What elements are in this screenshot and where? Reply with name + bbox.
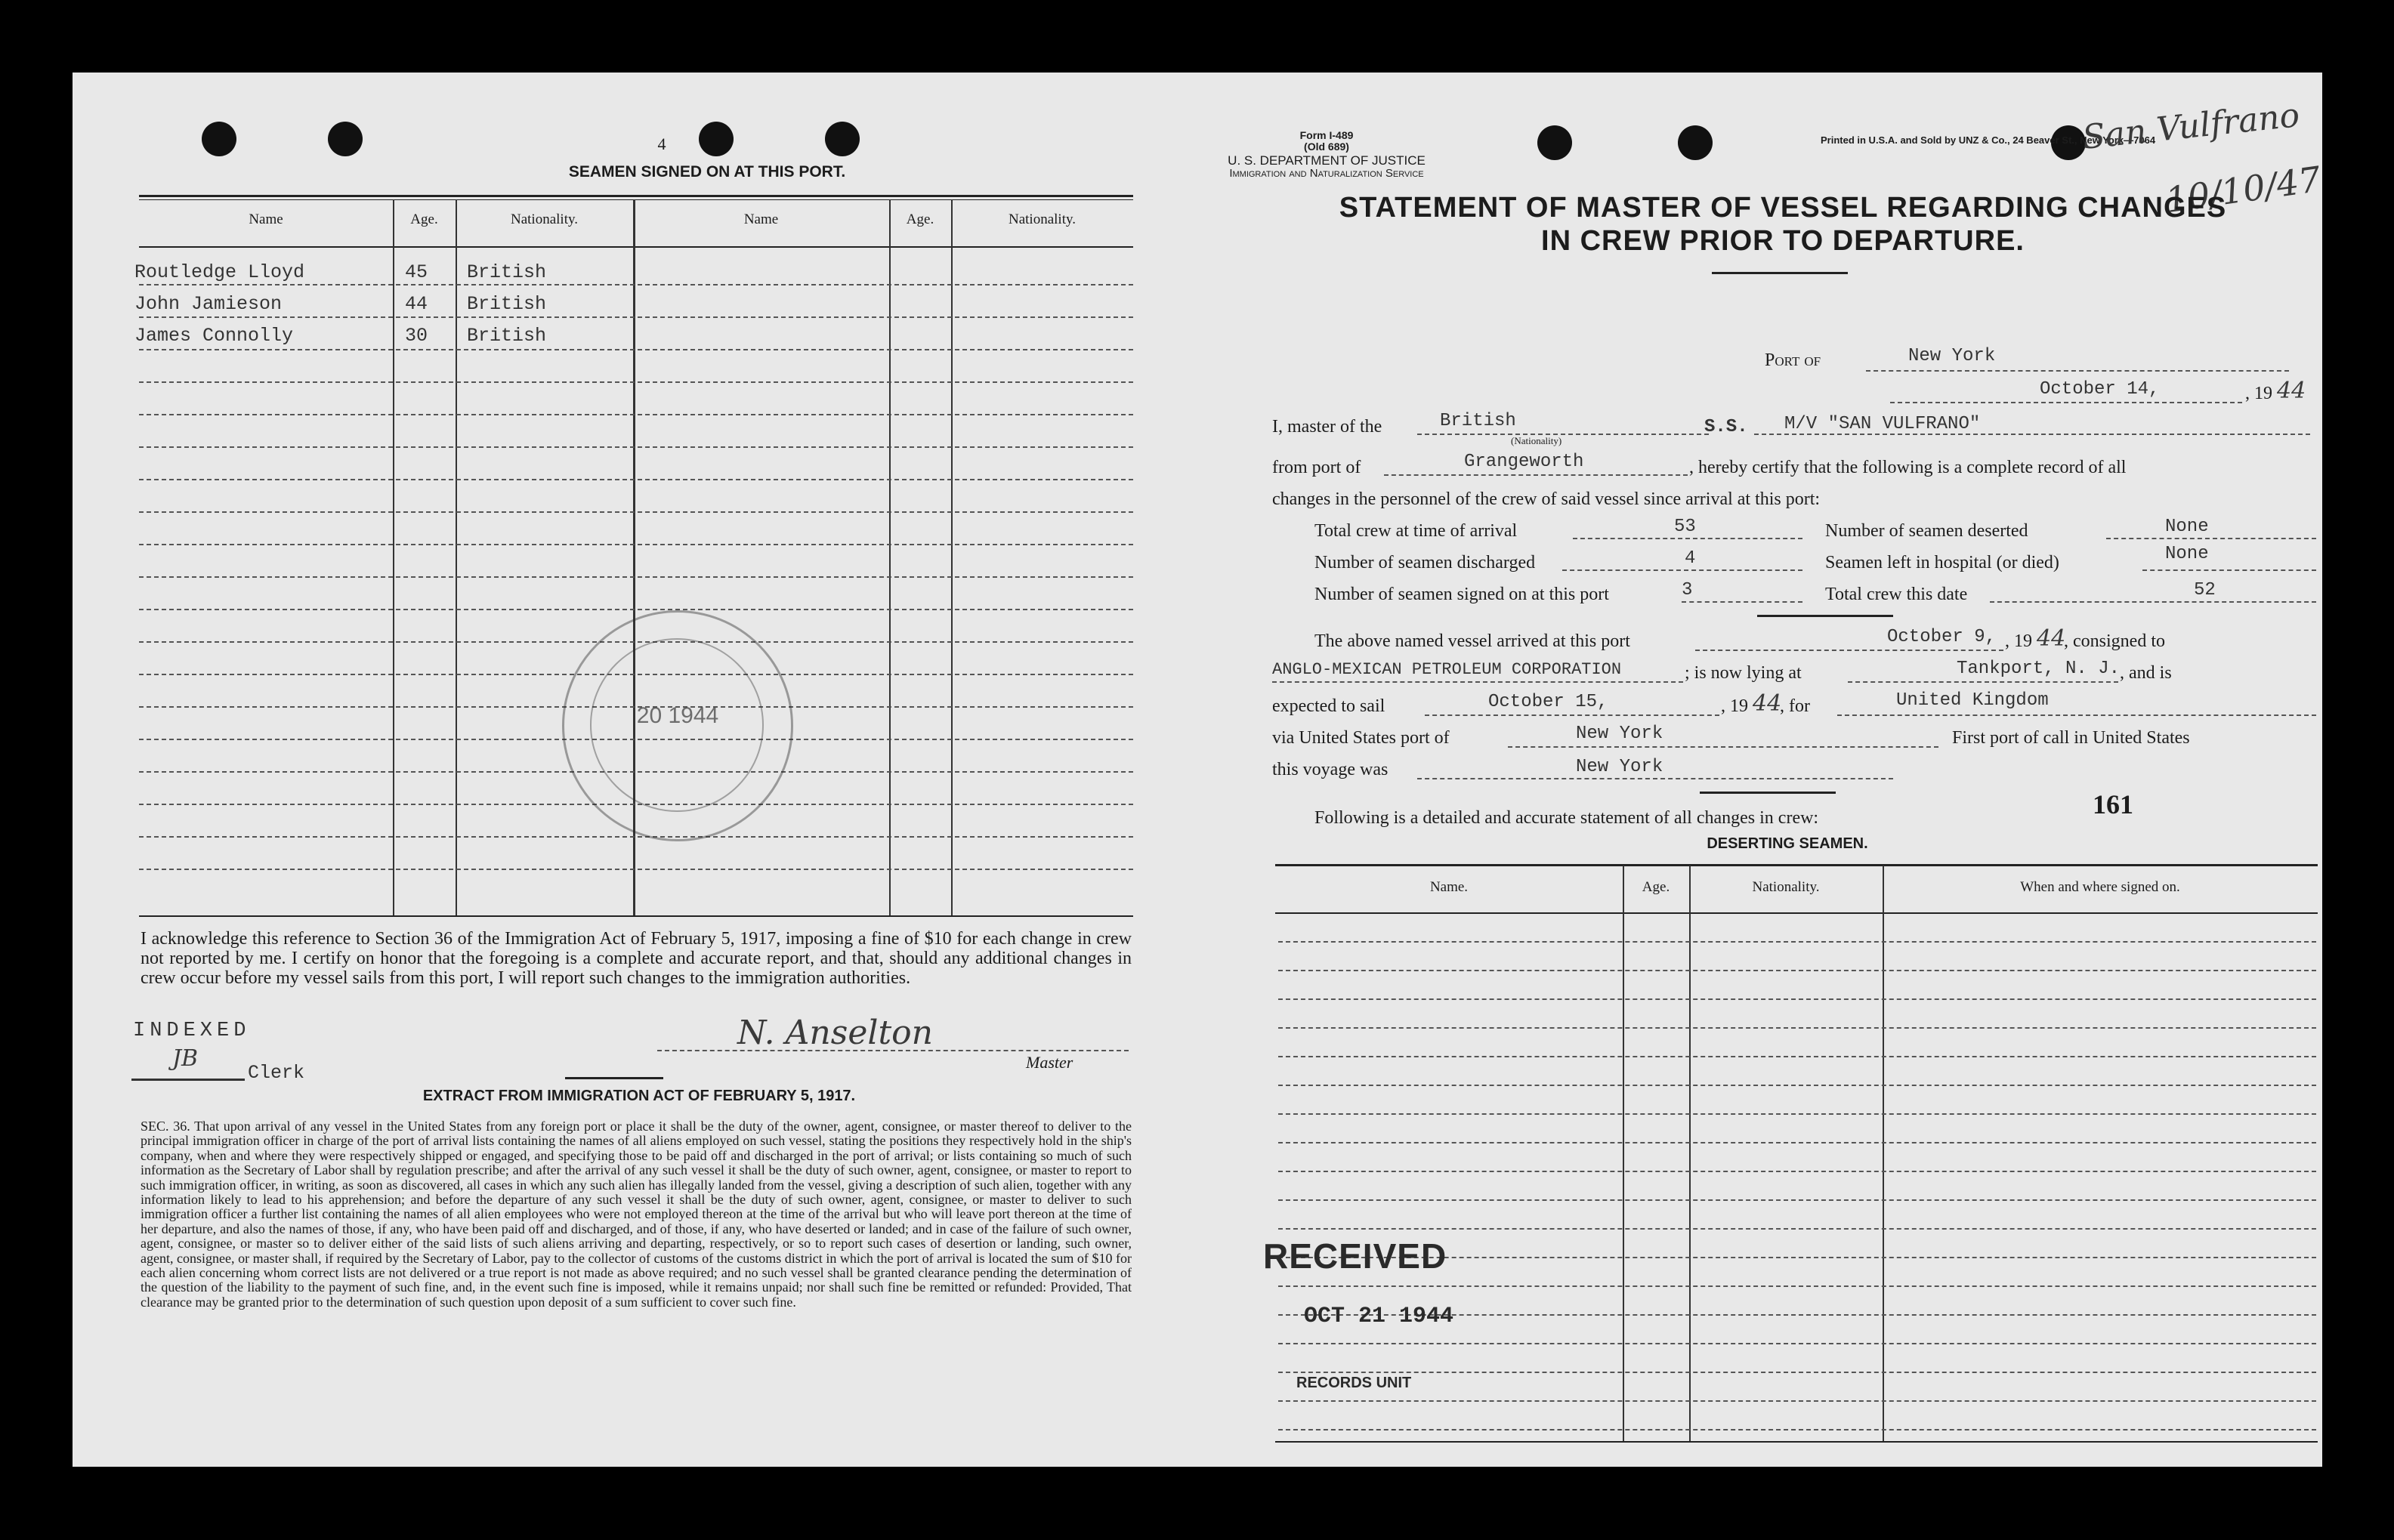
- voyage-divider: [1700, 792, 1836, 794]
- consignee-line: [1272, 681, 1683, 683]
- title-underline: [1712, 272, 1848, 274]
- column-divider: [951, 199, 953, 915]
- document-page: [73, 73, 2322, 1467]
- deserted-line: [2106, 538, 2316, 539]
- deserted-value: None: [2165, 517, 2209, 537]
- destination-line: [1837, 714, 2316, 716]
- master-of-label: I, master of the: [1272, 417, 1382, 437]
- expected-line: [1425, 714, 1719, 716]
- col-header-age-2: Age.: [906, 211, 934, 227]
- master-signature: N. Anselton: [737, 1014, 933, 1052]
- table-rule-line: [139, 544, 1133, 545]
- port-label: Port of: [1765, 350, 1821, 370]
- deserting-column-divider: [1883, 866, 1884, 1441]
- table-rule-line: [139, 349, 1133, 350]
- col-header-nationality: Nationality.: [511, 211, 578, 227]
- records-unit-stamp: RECORDS UNIT: [1296, 1375, 1412, 1391]
- extract-title: EXTRACT FROM IMMIGRATION ACT OF FEBRUARY 5, 1917.: [422, 1088, 856, 1104]
- signed-on-value: 3: [1682, 580, 1693, 600]
- and-is-label: , and is: [2120, 663, 2172, 683]
- punch-hole: [825, 122, 860, 156]
- table-rule-line: [1278, 941, 2316, 943]
- deserting-table-header-rule: [1275, 912, 2318, 914]
- page-number: 4: [657, 134, 666, 153]
- total-crew-date-line: [1990, 601, 2316, 603]
- discharged-label: Number of seamen discharged: [1314, 553, 1536, 572]
- expected-year: 44: [1753, 690, 1782, 717]
- document-number: 161: [2093, 789, 2133, 819]
- table-rule-line: [1278, 970, 2316, 971]
- row-nationality: British: [467, 293, 547, 315]
- discharged-value: 4: [1685, 548, 1696, 569]
- punch-hole: [202, 122, 236, 156]
- table-row: [134, 325, 890, 347]
- changes-text: changes in the personnel of the crew of said vessel since arrival at this port:: [1272, 489, 1821, 509]
- table-rule-line: [1278, 1400, 2316, 1402]
- deserting-heading: DESERTING SEAMEN.: [1707, 835, 1868, 852]
- table-rule-line: [1278, 998, 2316, 1000]
- counts-divider: [1757, 615, 1893, 617]
- lying-label: ; is now lying at: [1685, 663, 1802, 683]
- table-bottom-rule: [139, 915, 1133, 917]
- deserting-column-divider: [1689, 866, 1691, 1441]
- arrived-year-prefix: , 19: [2005, 631, 2032, 651]
- date-line: [1890, 402, 2242, 403]
- table-rule-line: [1278, 1027, 2316, 1029]
- port-stamp: [562, 610, 793, 841]
- department-header: [1153, 154, 1500, 180]
- deserting-col-age: Age.: [1642, 879, 1670, 895]
- form-number-old: (Old 689): [1304, 140, 1349, 153]
- ss-mark: S.S.: [1704, 417, 1748, 437]
- corner-note-vessel: San Vulfrano: [2080, 96, 2302, 157]
- clerk-label: Clerk: [248, 1062, 305, 1084]
- clerk-initials: JB: [172, 1045, 199, 1072]
- from-port-line: [1384, 474, 1688, 476]
- deserting-col-nationality: Nationality.: [1752, 879, 1820, 895]
- voyage-line: [1417, 778, 1893, 779]
- from-port-label: from port of: [1272, 458, 1361, 477]
- table-rule-line: [1278, 1085, 2316, 1086]
- signed-on-line: [1682, 601, 1802, 603]
- table-rule-line: [1278, 1343, 2316, 1344]
- lying-at-line: [1848, 681, 2118, 683]
- hospital-value: None: [2165, 544, 2209, 564]
- form-number-current: Form I-489: [1299, 129, 1354, 141]
- col-header-age: Age.: [410, 211, 438, 227]
- clerk-line: [131, 1079, 245, 1081]
- row-nationality: British: [467, 261, 547, 283]
- seamen-signed-heading: SEAMEN SIGNED ON AT THIS PORT.: [568, 163, 846, 181]
- form-title-line2: IN CREW PRIOR TO DEPARTURE.: [1541, 225, 2025, 257]
- certify-text: , hereby certify that the following is a complete record of all: [1689, 458, 2127, 477]
- total-crew-arrival-line: [1573, 538, 1802, 539]
- table-rule-line: [139, 869, 1133, 870]
- table-rule-line: [1278, 1228, 2316, 1230]
- expected-label: expected to sail: [1272, 696, 1385, 716]
- via-port: New York: [1576, 724, 1663, 744]
- table-rule-line: [1278, 1056, 2316, 1057]
- table-rule-line: [139, 316, 1133, 318]
- table-rule-line: [1278, 1113, 2316, 1115]
- table-rule-line: [139, 479, 1133, 480]
- from-port-value: Grangeworth: [1464, 452, 1584, 472]
- signed-on-label: Number of seamen signed on at this port: [1314, 585, 1609, 604]
- acknowledgement-text: I acknowledge this reference to Section 36 of the Immigration Act of February 5, 1917, imposing a fine of $10 for each change in crew not reported by me. I certify on honor that the foregoing is a complete and accurate report, and that, should any additional changes in crew occur before my vessel sails from this port, I will report such changes to the immigration authorities.: [141, 929, 1132, 988]
- table-rule-line: [1278, 1372, 2316, 1373]
- hospital-label: Seamen left in hospital (or died): [1825, 553, 2059, 572]
- table-rule-line: [1278, 1142, 2316, 1143]
- voyage-label: this voyage was: [1272, 760, 1389, 779]
- deserting-col-signed-on: When and where signed on.: [2020, 879, 2180, 895]
- master-label: Master: [1026, 1053, 1073, 1072]
- vessel-name: M/V "SAN VULFRANO": [1784, 414, 1981, 434]
- year-value: 44: [2277, 378, 2306, 404]
- punch-hole: [1537, 125, 1572, 160]
- row-name: Routledge Lloyd: [134, 261, 305, 283]
- discharged-line: [1562, 569, 1802, 571]
- indexed-stamp: INDEXED: [133, 1020, 251, 1042]
- nationality-value: British: [1440, 411, 1516, 431]
- table-rule-line: [1278, 1171, 2316, 1172]
- printer-line: Printed in U.S.A. and Sold by UNZ & Co., 24 Beaver St., New York—7064: [1821, 134, 2156, 146]
- destination: United Kingdom: [1896, 690, 2049, 711]
- date-value: October 14,: [2040, 379, 2160, 400]
- following-text: Following is a detailed and accurate statement of all changes in crew:: [1314, 808, 1819, 828]
- department-name: U. S. DEPARTMENT OF JUSTICE: [1228, 153, 1426, 168]
- vessel-line: [1754, 434, 2310, 435]
- port-value: New York: [1908, 346, 1996, 366]
- row-name: John Jamieson: [134, 293, 283, 315]
- punch-hole: [1678, 125, 1713, 160]
- service-name: Immigration and Naturalization Service: [1229, 167, 1424, 180]
- row-age: 44: [405, 293, 428, 315]
- arrived-label: The above named vessel arrived at this port: [1314, 631, 1630, 651]
- total-crew-arrival-label: Total crew at time of arrival: [1314, 521, 1518, 541]
- total-crew-date-label: Total crew this date: [1825, 585, 1968, 604]
- row-age: 45: [405, 261, 428, 283]
- row-nationality: British: [467, 325, 547, 347]
- arrived-line: [1695, 650, 2003, 651]
- expected-year-prefix: , 19: [1721, 696, 1748, 716]
- port-line: [1866, 370, 2289, 372]
- nationality-caption: (Nationality): [1511, 435, 1562, 446]
- voyage-port: New York: [1576, 757, 1663, 777]
- extract-divider: [565, 1077, 663, 1079]
- table-rule-line: [139, 576, 1133, 578]
- table-row: [134, 293, 890, 316]
- master-signature-line: [657, 1050, 1129, 1051]
- expected-date: October 15,: [1488, 692, 1608, 712]
- deserting-table-top-rule: [1275, 864, 2318, 866]
- deserting-column-divider: [1623, 866, 1624, 1441]
- row-age: 30: [405, 325, 428, 347]
- extract-text: SEC. 36. That upon arrival of any vessel in the United States from any foreign port or place it shall be the duty of the owner, agent, consignee, or master thereof to deliver to the principal immigration officer in charge of the port of arrival lists containing the names of all aliens employed on such vessel, stating the positions they respectively hold in the ship's company, when and where they were respectively shipped or engaged, and specifying those to be paid off and discharged in the port of arrival; or lists containing so much of such information as the Secretary of Labor shall by regulation prescribe; and after the arrival of any such vessel it shall be the duty of such owner, agent, consignee, or master to report to such immigration officer, in writing, as soon as discovered, all cases in which any such alien has illegally landed from the vessel, giving a description of such alien, together with any information likely to lead to his apprehension; and before the departure of any such vessel it shall be the duty of such owner, agent, consignee, or master to deliver to such immigration officer a further list containing the names of all alien employees who were not employed thereon at the time of the arrival but who will leave port thereon at the time of her departure, and also the names of those, if any, who have been paid off and discharged, and of those, if any, who have deserted or landed; and in case of the failure of such owner, agent, consignee, or master so to deliver either of the said lists of such aliens arriving and departing, respectively, or so to report such cases of desertion or landing, such owner, agent, consignee, or master shall, if required by the Secretary of Labor, pay to the collector of customs of the customs district in which the port of arrival is located the sum of $10 for each alien concerning whom correct lists are not delivered or a true report is not made as above required; and no such vessel shall be granted clearance pending the determination of the question of the liability to the payment of such fine, and, in the event such fine is imposed, while it remains unpaid; nor shall such fine be remitted or refunded: Provided, That clearance may be granted prior to the determination of such question upon deposit of a sum sufficient to cover such fine.: [141, 1119, 1132, 1310]
- punch-hole: [328, 122, 363, 156]
- consignee: ANGLO-MEXICAN PETROLEUM CORPORATION: [1272, 660, 1622, 679]
- corner-note-date: 10/10/47: [2163, 158, 2324, 221]
- arrived-date: October 9,: [1887, 627, 1997, 647]
- row-name: James Connolly: [134, 325, 294, 347]
- form-title-line1: STATEMENT OF MASTER OF VESSEL REGARDING CHANGES: [1339, 192, 2227, 224]
- table-top-rule: [139, 195, 1133, 197]
- col-header-name: Name: [249, 211, 283, 227]
- first-port-label: First port of call in United States: [1952, 728, 2190, 748]
- table-rule-line: [139, 381, 1133, 383]
- table-header-rule: [139, 246, 1133, 248]
- deserted-label: Number of seamen deserted: [1825, 521, 2028, 541]
- received-stamp: RECEIVED: [1263, 1236, 1447, 1276]
- table-rule-line: [1278, 1429, 2316, 1430]
- nationality-line: [1417, 434, 1709, 435]
- port-stamp-date: 20 1944: [636, 703, 719, 728]
- arrived-year: 44: [2037, 625, 2066, 652]
- total-crew-arrival-value: 53: [1674, 517, 1696, 537]
- via-line: [1508, 746, 1938, 748]
- deserting-table-bottom-rule: [1275, 1441, 2318, 1443]
- col-header-name-2: Name: [743, 211, 779, 227]
- deserting-col-name: Name.: [1429, 879, 1469, 895]
- consigned-label: , consigned to: [2064, 631, 2165, 651]
- table-rule-line: [1278, 1285, 2316, 1287]
- total-crew-date-value: 52: [2194, 580, 2216, 600]
- hospital-line: [2142, 569, 2316, 571]
- table-rule-line: [139, 511, 1133, 513]
- table-rule-line: [139, 609, 1133, 610]
- received-date: OCT 21 1944: [1304, 1304, 1454, 1329]
- table-rule-line: [139, 284, 1133, 285]
- table-rule-line: [139, 446, 1133, 448]
- table-rule-line: [139, 836, 1133, 838]
- table-row: [134, 261, 890, 284]
- col-header-nationality-2: Nationality.: [1009, 211, 1076, 227]
- for-label: , for: [1780, 696, 1810, 716]
- lying-at: Tankport, N. J.: [1957, 659, 2121, 679]
- via-label: via United States port of: [1272, 728, 1450, 748]
- table-rule-line: [1278, 1199, 2316, 1201]
- year-prefix: , 19: [2245, 384, 2272, 403]
- form-number: [1243, 130, 1410, 153]
- table-rule-line: [139, 414, 1133, 415]
- table-top-rule-2: [139, 199, 1133, 200]
